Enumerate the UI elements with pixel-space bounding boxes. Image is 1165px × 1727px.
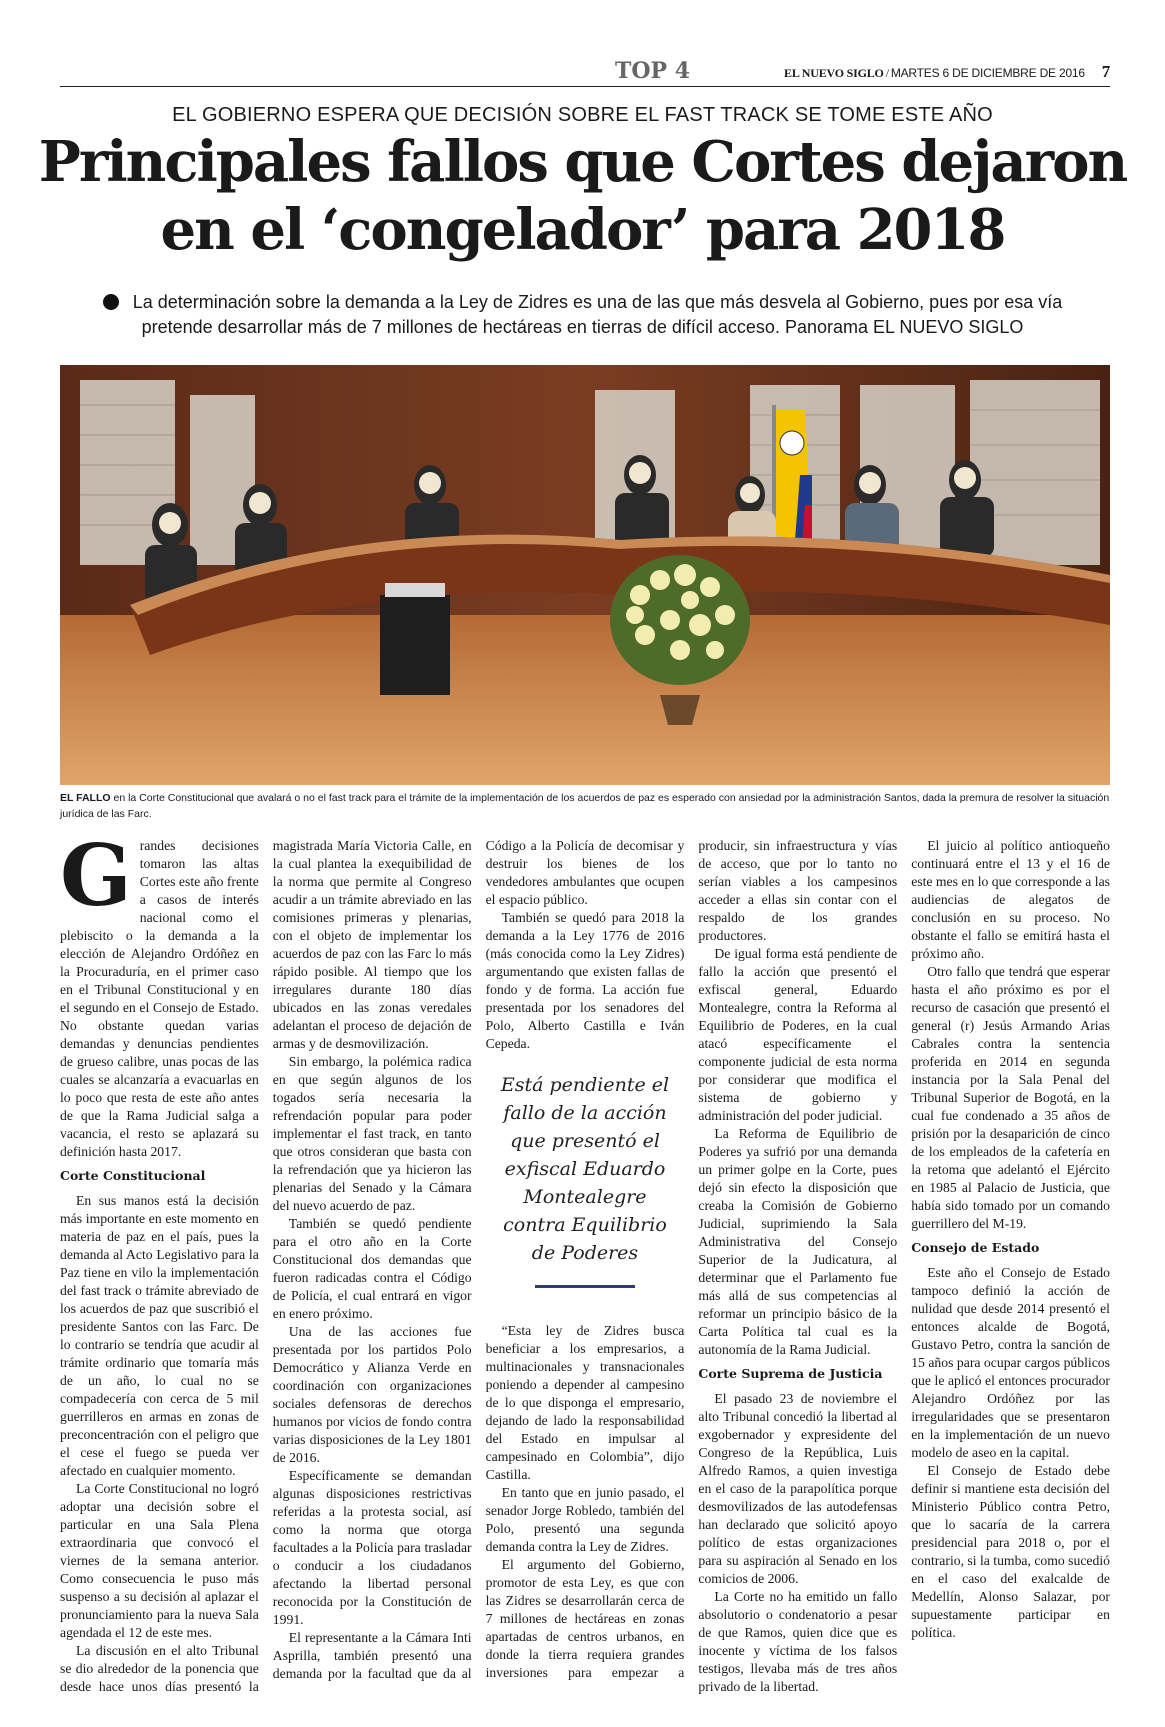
paragraph: En sus manos está la decisión más importante en este momento en materia de paz en el país, pues la demanda al Acto Legislativo para la Paz tiene en vilo la implementación del fast track o trámite abreviado de los acuerdos de paz que suscribió el presidente Santos con las Farc. De lo contrario se tendría que acudir al trámite ordinario que tomaría más de un año, lo cual no se compadecería con cerca de 5 mil guerrilleros en armas en zonas de preconcentración con el peligro que el cese el fuego se pueda ver afectado en cualquier momento. (60, 1193, 259, 1478)
paragraph: Este año el Consejo de Estado tampoco definió la acción de nulidad que desde 2014 presentó el entonces alcalde de Bogotá, Gustavo Petro, contra la sanción de 15 años para ocupar cargos públicos que le aplicó el entonces procurador Alejandro Ordóñez por las irregularidades que se presentaron en la implementación de un nuevo modelo de aseo en la capital. (911, 1265, 1110, 1460)
paragraph: La discusión en el alto Tribunal se dio alrededor de la ponencia que desde hace unos días presentó la magistrada María Victoria Calle, en la cual plantea la exequibilidad de la norma que permite al Congreso acudir a un trámite abreviado en las comisiones primeras y plenarias, con el objeto de implementar los acuerdos de paz con las Farc lo más rápido posible. Al tiempo que los irregulares durante 180 días ubicados en las zonas veredales adelantan el proceso de dejación de armas y de desmovilización. (60, 838, 472, 1694)
paragraph: La Corte Constitucional no logró adoptar una decisión sobre el particular en una Sala Plena extraordinaria que convocó el viernes de la semana anterior. Como consecuencia le puso más suspenso a su decisión al aplazar el pronunciamiento para la nueva Sala agendada el 12 de este mes. (60, 1481, 259, 1640)
issue-date: MARTES 6 DE DICIEMBRE DE 2016 (890, 66, 1085, 80)
paragraph: La Corte no ha emitido un fallo absolutorio o condenatorio a pesar de que Ramos, quien dice que es inocente y víctima de los falsos testigos, llevaba más de tres años privado de la libertad. (698, 1589, 898, 1694)
subhead-corte-constitucional: Corte Constitucional (60, 1168, 206, 1183)
paragraph: El representante a la Cámara Inti Asprilla, también presentó una demanda por la facultad que da al Código a la Policía de decomisar y destruir los bienes de los vendedores ambulantes que ocupen el espacio público. (272, 838, 685, 1681)
article-summary (90, 290, 1075, 340)
paragraph: El Consejo de Estado debe definir si mantiene esta decisión del Ministerio Público contra Petro, que lo sacaría de la carrera presidencial para 2018 o, por el contrario, si la tumba, como sucedió en el caso del exalcalde de Medellín, Alonso Salazar, por supuestamente participar en política. (911, 1463, 1110, 1640)
paragraph: El pasado 23 de noviembre el alto Tribunal concedió la libertad al exgobernador y expresidente del Congreso de la República, Luis Alfredo Ramos, a quien investiga en el caso de la parapolítica porque desmovilizados de las autodefensas han declarado que solicitó apoyo político de estas organizaciones para su aspiración al Senado en los comicios de 2006. (698, 1391, 898, 1586)
court-room-illustration (60, 365, 1110, 785)
article-headline (0, 128, 1165, 264)
subhead-consejo-estado: Consejo de Estado (911, 1240, 1040, 1255)
paragraph: Sin embargo, la polémica radica en que según algunos de los togados sería necesaria la refrendación popular para poder implementar el fast track, en tanto que otros consideran que basta con la refrendación que ya hicieron las plenarias del Senado y la Cámara del nuevo acuerdo de paz. (272, 1054, 472, 1213)
drop-cap: G (60, 826, 132, 925)
newspaper-name: EL NUEVO SIGLO (784, 66, 884, 80)
page-number: 7 (1101, 62, 1110, 81)
paragraph: “Esta ley de Zidres busca beneficiar a los empresarios, a multinacionales y transnacionales poniendo a depender al campesino de lo que disponga el empresario, dejando de lado la responsabilidad del Estado en impulsar al campesinado en Colombia”, dijo Castilla. (485, 1323, 685, 1482)
paragraph: De igual forma está pendiente de fallo la acción que presentó el exfiscal general, Eduardo Montealegre, contra la Reforma al Equilibrio de Poderes, en la cual atacó específicamente el componente judicial de esta norma por considerar que modifica el sistema de gobierno y administración del poder judicial. (698, 946, 898, 1123)
paragraph: El juicio al político antioqueño continuará entre el 13 y el 16 de este mes en lo que corresponde a las audiencias de alegatos de conclusión en su proceso. No obstante el fallo se emitirá hasta el próximo año. (911, 838, 1110, 961)
paragraph: El argumento del Gobierno, promotor de esta Ley, es que con las Zidres se desarrollarán cerca de 7 millones de hectáreas en zonas apartadas de centros urbanos, en donde la tierra requiera grandes inversiones para empezar a producir, sin infraestructura y vías de acceso, que por lo tanto no serían viables a los campesinos acceder a ellas sin contar con el respaldo de los grandes productores. (485, 838, 898, 1680)
paragraph: También se quedó pendiente para el otro año en la Corte Constitucional dos demandas que fueron radicadas contra el Código de Policía, el cual entrará en vigor en enero próximo. (272, 1216, 472, 1321)
paragraph (60, 826, 259, 1161)
caption-text: en la Corte Constitucional que avalará o no el fast track para el trámite de la implementación de los acuerdos de paz es esperado con ansiedad por la administración Santos, dada la premura de resolver la situación jurídica de las Farc. (60, 792, 1110, 820)
subhead-corte-suprema: Corte Suprema de Justicia (698, 1366, 883, 1381)
paragraph: También se quedó para 2018 la demanda a la Ley 1776 de 2016 (más conocida como la Ley Zidres) argumentando que existen fallas de fondo y de forma. La acción fue presentada por los senadores del Polo, Alberto Castilla e Iván Cepeda. (485, 910, 685, 1051)
caption-lead: EL FALLO (60, 792, 111, 804)
pull-quote (492, 1071, 679, 1288)
article-body (60, 826, 1110, 1697)
paragraph: Una de las acciones fue presentada por los partidos Polo Democrático y Alianza Verde en coordinación con organizaciones sociales defensoras de derechos humanos por vicios de fondo contra varias disposiciones de la Ley 1801 de 2016. (272, 1324, 472, 1465)
paragraph: En tanto que en junio pasado, el senador Jorge Robledo, también del Polo, presentó una segunda demanda contra la Ley de Zidres. (485, 1485, 685, 1554)
paragraph: La Reforma de Equilibrio de Poderes ya sufrió por una demanda un primer golpe en la Corte, pues dejó sin efecto la disposición que creaba la Comisión de Gobierno Judicial, suprimiendo la Sala Administrativa del Consejo Superior de la Judicatura, al determinar que el Parlamento fue más allá de sus competencias al reformar un principio básico de la Carta Política tal cual es la autonomía de la Rama Judicial. (698, 1126, 898, 1357)
headline-line-2: en el ‘congelador’ para 2018 (160, 197, 1005, 263)
bullet-icon (103, 294, 119, 310)
pull-quote-rule (535, 1285, 635, 1288)
photo-caption (60, 790, 1110, 822)
masthead (60, 56, 1110, 87)
masthead-separator: / (885, 66, 889, 80)
headline-line-1: Principales fallos que Cortes dejaron (38, 129, 1127, 195)
paper-info (784, 62, 1110, 82)
paragraph: Otro fallo que tendrá que esperar hasta el año próximo es por el recurso de casación que presentó el general (r) Jesús Armando Arias Cabrales contra la sentencia proferida en 2014 en segunda instancia por la Sala Penal del Tribunal Superior de Bogotá, en la cual fue condenado a 35 años de prisión por la desaparición de cinco de los empleados de la cafetería en la retoma que adelantó el Ejército en 1985 al Palacio de Justicia, que había sido tomado por un comando guerrillero del M-19. (911, 964, 1110, 1231)
pull-quote-text: Está pendiente el fallo de la acción que presentó el exfiscal Eduardo Montealegre contra Equilibrio de Poderes (500, 1074, 670, 1264)
article-kicker: EL GOBIERNO ESPERA QUE DECISIÓN SOBRE EL FAST TRACK SE TOME ESTE AÑO (172, 104, 993, 126)
court-photo (60, 365, 1110, 785)
section-tag: TOP 4 (615, 58, 691, 84)
paragraph-text: randes decisiones tomaron las altas Cortes este año frente a casos de interés nacional como el plebiscito o la demanda a la elección de Alejandro Ordóñez en la Procuraduría, en el primer caso en el Tribunal Constitucional y en el segundo en el Consejo de Estado. No obstante quedan varias demandas y denuncias pendientes de grueso calibre, unas pocas de las cuales se alcanzaría a evacuarlas en lo poco que resta de este año antes de que la Rama Judicial salga a vacancia, el resto se aplazará su definición hasta 2017. (60, 838, 259, 1159)
summary-text: La determinación sobre la demanda a la Ley de Zidres es una de las que más desvela al Gobierno, pues por esa vía pretende desarrollar más de 7 millones de hectáreas en tierras de difícil acceso. Panorama EL NUEVO SIGLO (132, 292, 1063, 337)
paragraph: Específicamente se demandan algunas disposiciones restrictivas referidas a la protesta social, así como la norma que otorga facultades a la Policía para trasladar o conducir a los ciudadanos afectando la libertad personal reconocida por la Constitución de 1991. (272, 1468, 472, 1627)
